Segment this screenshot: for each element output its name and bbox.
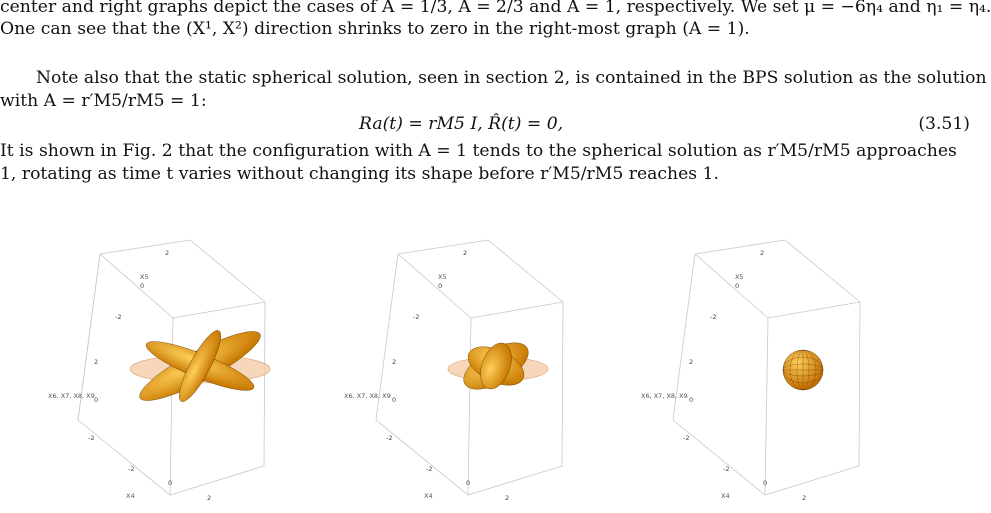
tick-b-left: -2	[426, 465, 433, 473]
text-line-2: One can see that the (X¹, X²) direction shrinks to zero in the right-most graph (A = 1).	[0, 19, 750, 39]
tick-v-mid: 0	[735, 282, 740, 290]
text-line-6: 1, rotating as time t varies without changing its shape before r′M5/rM5 reaches 1.	[0, 164, 719, 184]
axis-label-x6: X6, X7, X8, X9	[641, 392, 688, 400]
tick-b-right: 2	[802, 494, 807, 502]
tick-v-top: 2	[463, 249, 468, 257]
tick-b-left: -2	[128, 465, 135, 473]
axis-label-x5: X5	[735, 273, 744, 281]
tick-b-right: 2	[505, 494, 510, 502]
axis-label-x4: X4	[721, 492, 730, 500]
tick-v-mid: 0	[140, 282, 145, 290]
tick-l-top: 2	[689, 358, 694, 366]
axis-label-x4: X4	[424, 492, 433, 500]
tick-l-mid: 0	[689, 396, 694, 404]
equation-body: Ra(t) = rM5 I, R̂(t) = 0,	[359, 114, 564, 134]
tick-l-top: 2	[392, 358, 397, 366]
text-line-4: with A = r′M5/rM5 = 1:	[0, 91, 207, 111]
tick-v-top: 2	[760, 249, 765, 257]
tick-v-mid: 0	[438, 282, 443, 290]
axis-label-x5: X5	[438, 273, 447, 281]
tick-b-right: 2	[207, 494, 212, 502]
tick-v-bot: -2	[413, 313, 420, 321]
axis-label-x6: X6, X7, X8, X9	[48, 392, 95, 400]
equation-3-51	[0, 114, 976, 138]
tick-l-bot: -2	[386, 434, 393, 442]
tick-l-bot: -2	[88, 434, 95, 442]
text-line-5: It is shown in Fig. 2 that the configuration with A = 1 tends to the spherical solution as r′M5/rM5 approaches	[0, 141, 957, 161]
tick-l-top: 2	[94, 358, 99, 366]
figure-panel-left	[48, 238, 330, 508]
text-line-3: Note also that the static spherical solution, seen in section 2, is contained in the BPS solution as the solution	[36, 68, 987, 88]
tick-l-bot: -2	[683, 434, 690, 442]
axis-label-x4: X4	[126, 492, 135, 500]
tick-b-mid: 0	[763, 479, 768, 487]
axis-label-x6: X6, X7, X8, X9	[344, 392, 391, 400]
axis-label-x5: X5	[140, 273, 149, 281]
tick-b-mid: 0	[466, 479, 471, 487]
tick-v-bot: -2	[115, 313, 122, 321]
tick-v-top: 2	[165, 249, 170, 257]
tick-l-mid: 0	[392, 396, 397, 404]
tick-b-mid: 0	[168, 479, 173, 487]
figure-panel-right	[641, 238, 925, 508]
tick-l-mid: 0	[94, 396, 99, 404]
sphere-surface	[783, 350, 823, 390]
tick-b-left: -2	[723, 465, 730, 473]
text-line-1: center and right graphs depict the cases of A = 1/3, A = 2/3 and A = 1, respectively. We set μ = −6η₄ and η₁ = η₄.	[0, 0, 991, 17]
equation-number: (3.51)	[918, 114, 970, 134]
tick-v-bot: -2	[710, 313, 717, 321]
figure-panel-center	[344, 238, 628, 508]
